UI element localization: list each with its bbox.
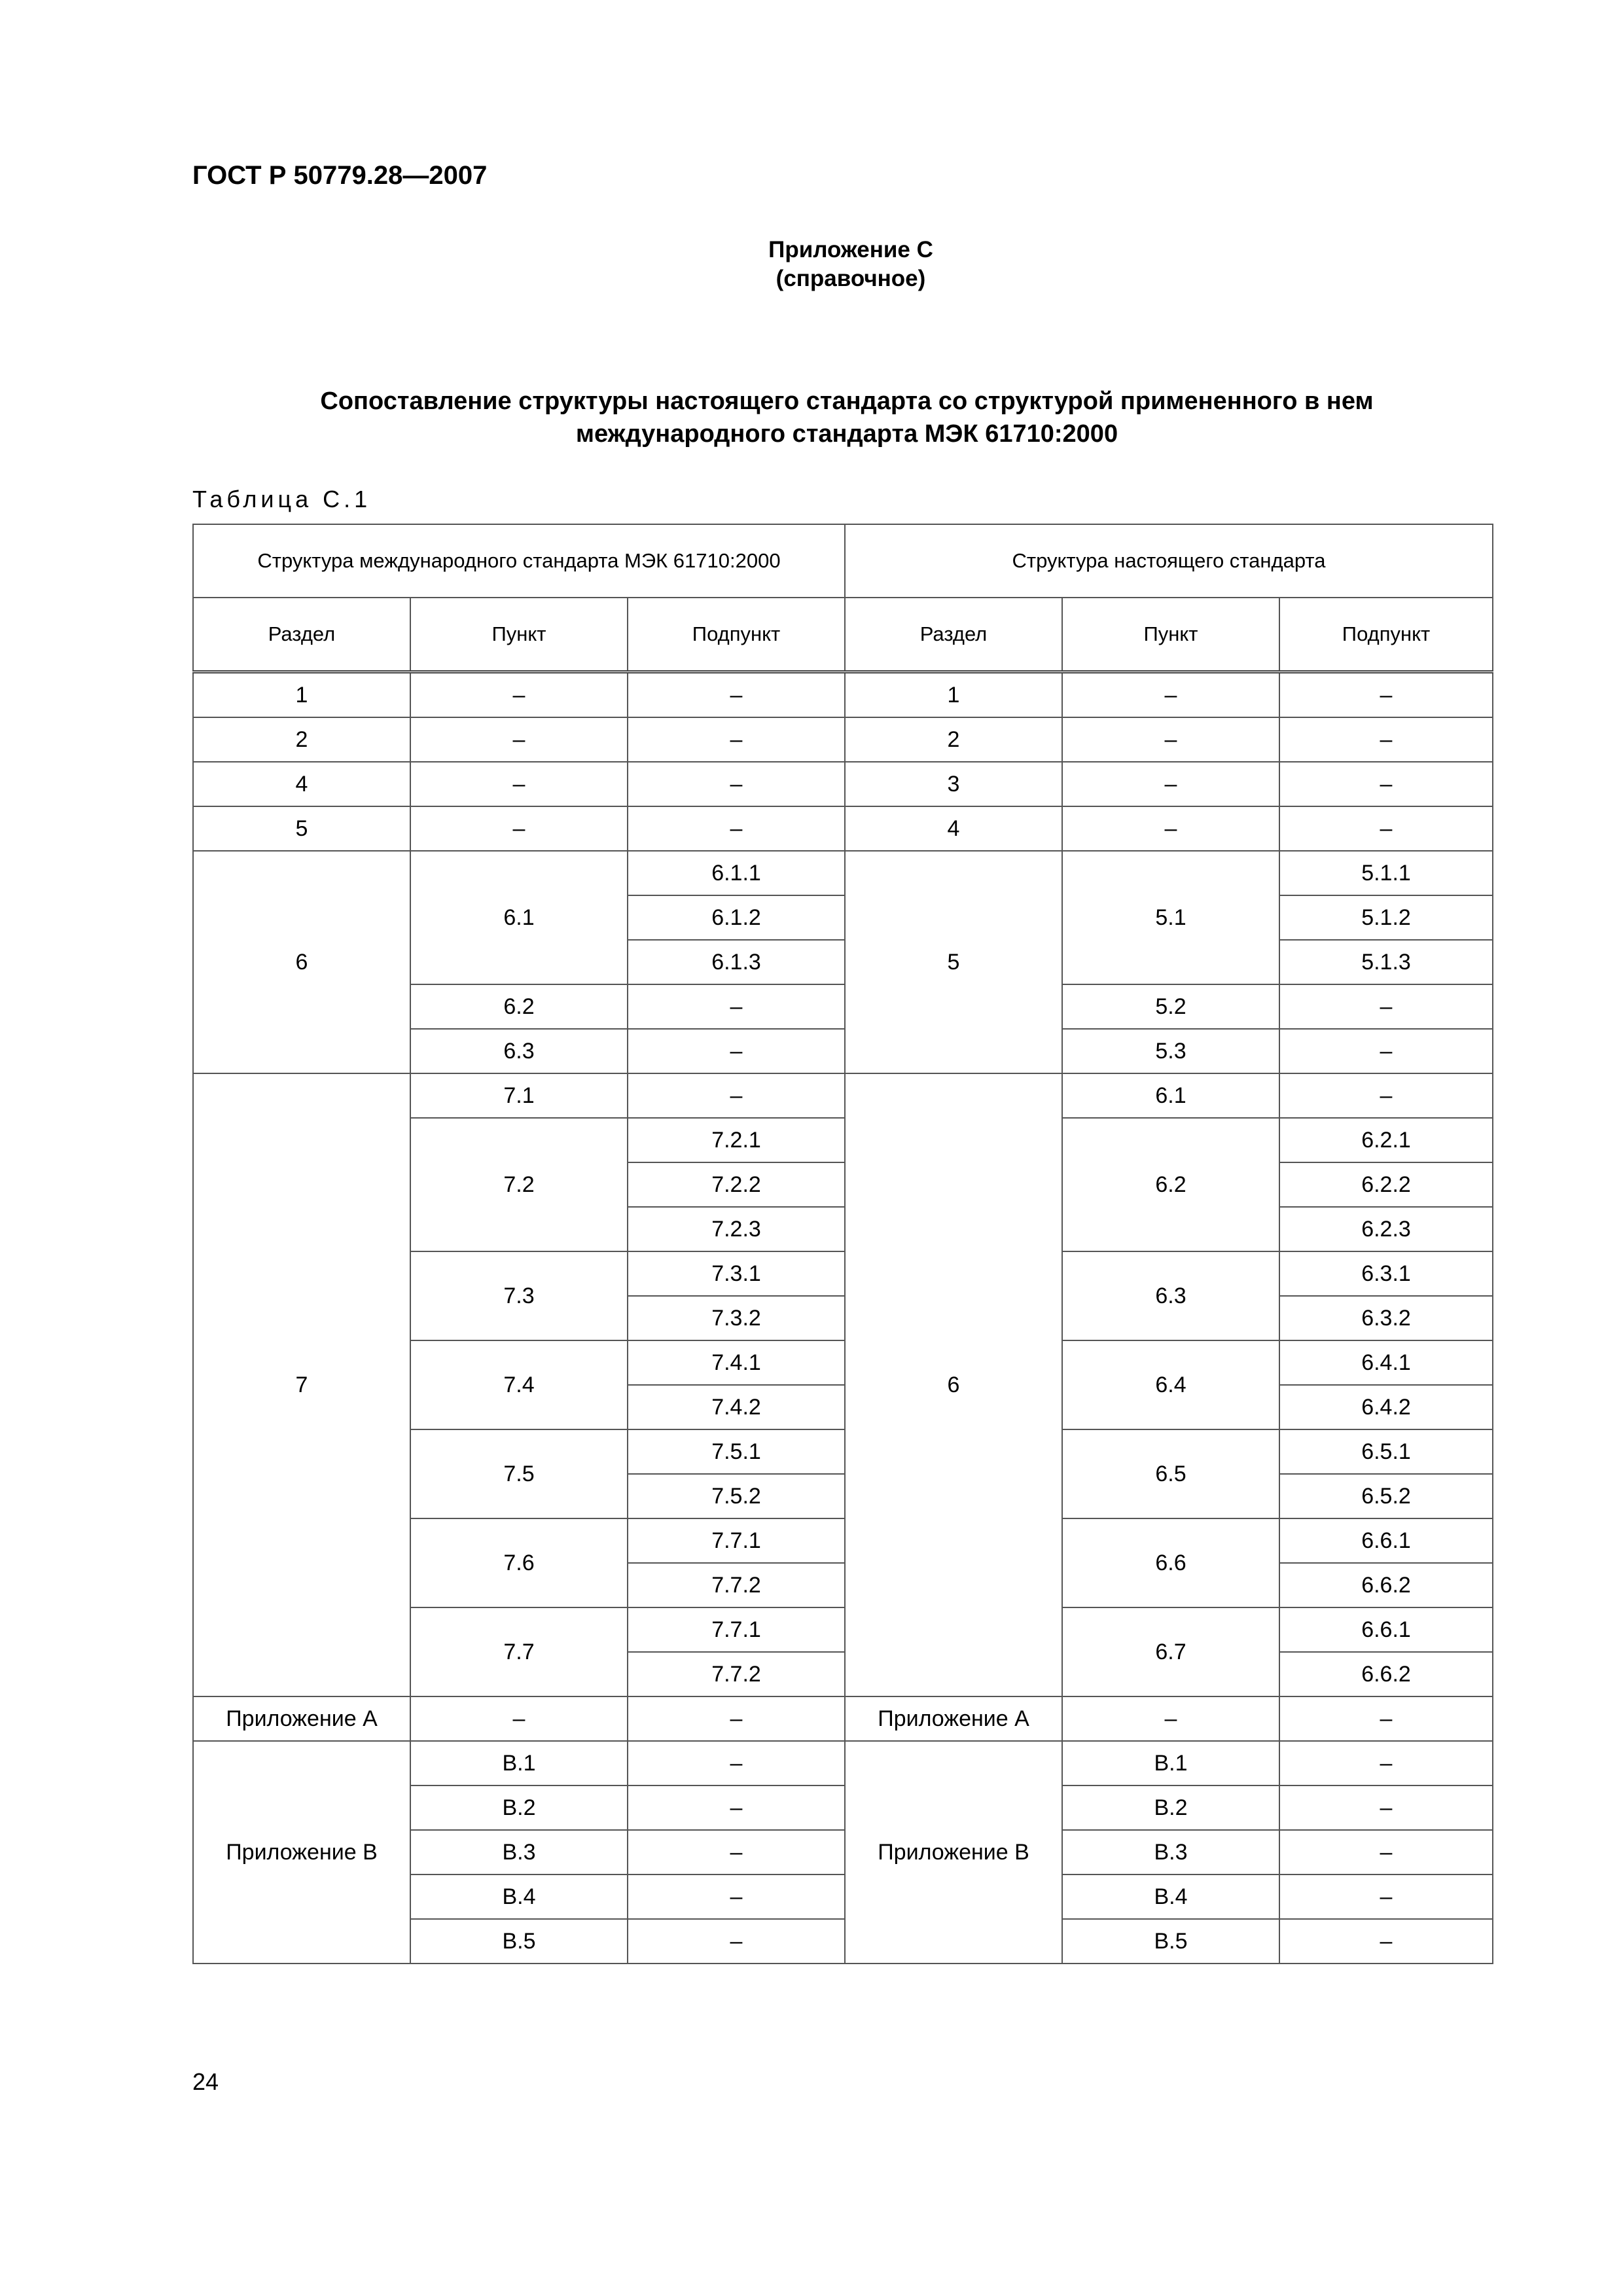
table-cell: 5.3 [1062,1029,1279,1073]
section-title-line-1: Сопоставление структуры настоящего стандарта со структурой примененного в нем [320,387,1374,415]
table-cell: 5 [845,851,1062,1073]
table-cell: – [628,1785,845,1830]
table-cell: – [1279,1029,1493,1073]
table-cell: – [1279,1073,1493,1118]
column-header: Подпункт [628,598,845,672]
comparison-table [192,524,1493,1964]
table-cell: Приложение А [193,1696,410,1741]
table-row [193,717,1493,762]
table-cell: 7.7.1 [628,1518,845,1563]
table-cell: 6.6 [1062,1518,1279,1607]
table-cell: 7.2.3 [628,1207,845,1251]
table-row [193,1741,1493,1785]
table-cell: В.1 [410,1741,628,1785]
table-cell: 7.5.2 [628,1474,845,1518]
table-cell: – [410,672,628,718]
table-cell: – [1279,1830,1493,1874]
table-cell: 7.4.2 [628,1385,845,1429]
table-cell: – [628,717,845,762]
table-cell: В.4 [410,1874,628,1919]
table-cell: – [1279,806,1493,851]
table-cell: В.3 [410,1830,628,1874]
table-cell: 6.2.1 [1279,1118,1493,1162]
table-cell: – [628,1919,845,1964]
table-cell: 7 [193,1073,410,1696]
table-cell: 6.5 [1062,1429,1279,1518]
table-cell: В.2 [410,1785,628,1830]
section-title [192,385,1501,450]
table-cell: 6.5.1 [1279,1429,1493,1474]
table-cell: 7.1 [410,1073,628,1118]
document-code: ГОСТ Р 50779.28—2007 [192,161,488,190]
table-cell: – [628,672,845,718]
table-cell: – [1062,672,1279,718]
table-cell: – [628,1696,845,1741]
table-cell: 2 [193,717,410,762]
table-row [193,762,1493,806]
table-cell: – [628,1830,845,1874]
table-cell: 6.4.1 [1279,1340,1493,1385]
column-header: Пункт [1062,598,1279,672]
table-row [193,1696,1493,1741]
table-row [193,806,1493,851]
table-cell: 7.5.1 [628,1429,845,1474]
table-cell: 6.3 [1062,1251,1279,1340]
table-cell: Приложение В [193,1741,410,1964]
table-cell: 6.2 [1062,1118,1279,1251]
table-cell: 6 [845,1073,1062,1696]
table-cell: 4 [193,762,410,806]
table-cell: 2 [845,717,1062,762]
table-cell: 6.2 [410,984,628,1029]
table-cell: 6.1 [410,851,628,984]
table-cell: 5 [193,806,410,851]
column-header: Подпункт [1279,598,1493,672]
table-cell: 7.6 [410,1518,628,1607]
table-cell: 7.3.2 [628,1296,845,1340]
table-cell: – [628,1029,845,1073]
table-cell: – [1062,806,1279,851]
table-cell: 6.1.2 [628,895,845,940]
table-cell: 6.3 [410,1029,628,1073]
section-title-line-2: международного стандарта МЭК 61710:2000 [575,420,1118,448]
table-cell: – [410,806,628,851]
table-cell: 6.7 [1062,1607,1279,1696]
comparison-table-body [193,524,1493,1964]
table-cell: 6.4.2 [1279,1385,1493,1429]
table-cell: 7.2.1 [628,1118,845,1162]
table-cell: 6.5.2 [1279,1474,1493,1518]
table-cell: 7.2.2 [628,1162,845,1207]
table-cell: 6.6.1 [1279,1607,1493,1652]
table-cell: 7.5 [410,1429,628,1518]
table-cell: 6.6.2 [1279,1563,1493,1607]
table-cell: – [628,1874,845,1919]
table-cell: 5.2 [1062,984,1279,1029]
table-cell: Приложение А [845,1696,1062,1741]
table-cell: 6.1 [1062,1073,1279,1118]
table-cell: – [628,762,845,806]
table-cell: 6.3.1 [1279,1251,1493,1296]
table-cell: 6.6.1 [1279,1518,1493,1563]
table-cell: В.3 [1062,1830,1279,1874]
table-cell: – [1062,762,1279,806]
table-cell: 7.4.1 [628,1340,845,1385]
table-cell: 6.1.1 [628,851,845,895]
table-cell: – [628,1073,845,1118]
table-cell: 6.6.2 [1279,1652,1493,1696]
table-cell: – [1279,762,1493,806]
table-cell: В.5 [1062,1919,1279,1964]
table-cell: В.4 [1062,1874,1279,1919]
table-cell: – [410,1696,628,1741]
table-cell: – [1062,717,1279,762]
table-cell: – [628,1741,845,1785]
annex-label: Приложение С [768,237,933,262]
table-cell: – [1279,984,1493,1029]
column-header: Пункт [410,598,628,672]
table-cell: – [410,717,628,762]
column-header: Раздел [193,598,410,672]
table-cell: – [1279,1874,1493,1919]
table-group-header-row [193,524,1493,598]
table-row [193,851,1493,895]
table-cell: 5.1 [1062,851,1279,984]
table-cell: 6.2.2 [1279,1162,1493,1207]
table-cell: В.2 [1062,1785,1279,1830]
annex-heading [720,236,982,293]
annex-type: (справочное) [776,266,926,291]
table-cell: – [410,762,628,806]
table-cell: – [1062,1696,1279,1741]
table-cell: 3 [845,762,1062,806]
table-row [193,1073,1493,1118]
table-cell: 7.3.1 [628,1251,845,1296]
table-cell: 6.4 [1062,1340,1279,1429]
table-cell: – [1279,717,1493,762]
table-cell: – [628,984,845,1029]
group-header-national: Структура настоящего стандарта [845,524,1493,598]
page-number: 24 [192,2068,219,2095]
table-caption: Таблица С.1 [192,486,372,512]
table-cell: В.1 [1062,1741,1279,1785]
table-cell: 5.1.2 [1279,895,1493,940]
table-cell: 1 [845,672,1062,718]
table-cell: 7.2 [410,1118,628,1251]
table-cell: 5.1.3 [1279,940,1493,984]
table-cell: 7.3 [410,1251,628,1340]
group-header-international: Структура международного стандарта МЭК 61710:2000 [193,524,845,598]
table-cell: Приложение В [845,1741,1062,1964]
table-cell: 7.7.1 [628,1607,845,1652]
table-cell: 5.1.1 [1279,851,1493,895]
column-header: Раздел [845,598,1062,672]
table-cell: 6.1.3 [628,940,845,984]
table-cell: 4 [845,806,1062,851]
table-cell: – [628,806,845,851]
table-cell: – [1279,1741,1493,1785]
table-column-header-row [193,598,1493,672]
table-cell: 1 [193,672,410,718]
table-cell: – [1279,1919,1493,1964]
table-cell: – [1279,1696,1493,1741]
table-cell: 7.7 [410,1607,628,1696]
table-cell: 6 [193,851,410,1073]
table-cell: – [1279,1785,1493,1830]
table-row [193,672,1493,718]
table-cell: 7.4 [410,1340,628,1429]
table-cell: 6.3.2 [1279,1296,1493,1340]
table-cell: 6.2.3 [1279,1207,1493,1251]
table-cell: – [1279,672,1493,718]
table-cell: 7.7.2 [628,1652,845,1696]
table-cell: В.5 [410,1919,628,1964]
table-cell: 7.7.2 [628,1563,845,1607]
